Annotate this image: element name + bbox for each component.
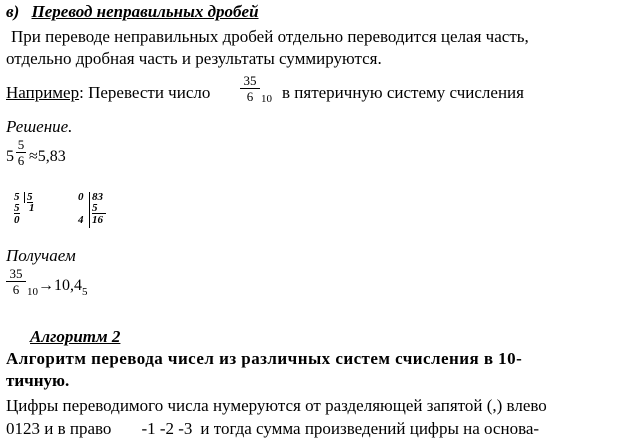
solution-fraction-numerator: 5: [17, 137, 25, 152]
algorithm-body-line-2-c: и тогда сумма произведений цифры на основа-: [200, 419, 540, 438]
algorithm-title: Алгоритм 2: [30, 327, 121, 346]
solution-whole: 5: [6, 148, 14, 165]
division-subtract: 5: [14, 202, 20, 214]
multiply-vline: [89, 192, 91, 228]
result-base-from: 10: [27, 286, 38, 298]
division-dividend: 5: [14, 191, 20, 203]
section-heading: [6, 2, 259, 22]
algorithm-heading-line-2: тичную.: [6, 371, 70, 390]
example-fraction-denominator: 6: [246, 89, 254, 104]
solution-approx: ≈5,83: [29, 148, 66, 165]
result-fraction: [6, 267, 26, 296]
example-fraction: [240, 74, 260, 103]
algorithm-body-line-1: Цифры переводимого числа нумеруются от разделяющей запятой (,) влево: [6, 396, 547, 415]
multiply-table: [78, 192, 112, 230]
division-table: [14, 192, 44, 230]
intro-line-1: При переводе неправильных дробей отдельно переводится целая часть,: [11, 27, 529, 46]
multiply-factor: 5: [92, 203, 106, 214]
algorithm-body-line-2-b: -1 -2 -3: [141, 419, 193, 438]
algorithm-body-line-2-a: 0123 и в право: [6, 419, 112, 438]
multiply-frac-part: 83: [92, 191, 103, 203]
algorithm-heading-line-1: Алгоритм перевода чисел из различных систем счисления в 10-: [6, 349, 523, 368]
solution-fraction: [16, 138, 26, 167]
division-remainder: 0: [14, 214, 20, 226]
result-value: [27, 277, 88, 298]
example-text-before: : Перевести число: [79, 83, 211, 102]
algorithm-body-line-2: [6, 419, 539, 439]
division-vline: [24, 192, 26, 203]
example-text-after: в пятеричную систему счисления: [282, 83, 524, 102]
result-arrow-value: →10,4: [38, 277, 82, 294]
example-text: [6, 83, 210, 103]
result-fraction-denominator: 6: [12, 282, 20, 297]
solution-label: Решение.: [6, 117, 73, 136]
division-quotient: 1: [29, 202, 35, 214]
multiply-int-part: 0: [78, 191, 84, 203]
result-label: Получаем: [6, 246, 76, 265]
result-fraction-numerator: 35: [9, 266, 23, 281]
intro-line-2: отдельно дробная часть и результаты суммируются.: [6, 49, 382, 68]
example-fraction-numerator: 35: [243, 73, 257, 88]
multiply-result-frac: 16: [92, 214, 103, 226]
result-base-to: 5: [82, 286, 88, 298]
example-base: 10: [261, 93, 272, 105]
section-letter: в): [6, 2, 20, 21]
division-divisor: 5: [27, 191, 33, 203]
multiply-result-int: 4: [78, 214, 84, 226]
solution-fraction-denominator: 6: [17, 153, 25, 168]
section-title: Перевод неправильных дробей: [31, 2, 259, 21]
example-label: Например: [6, 83, 80, 102]
